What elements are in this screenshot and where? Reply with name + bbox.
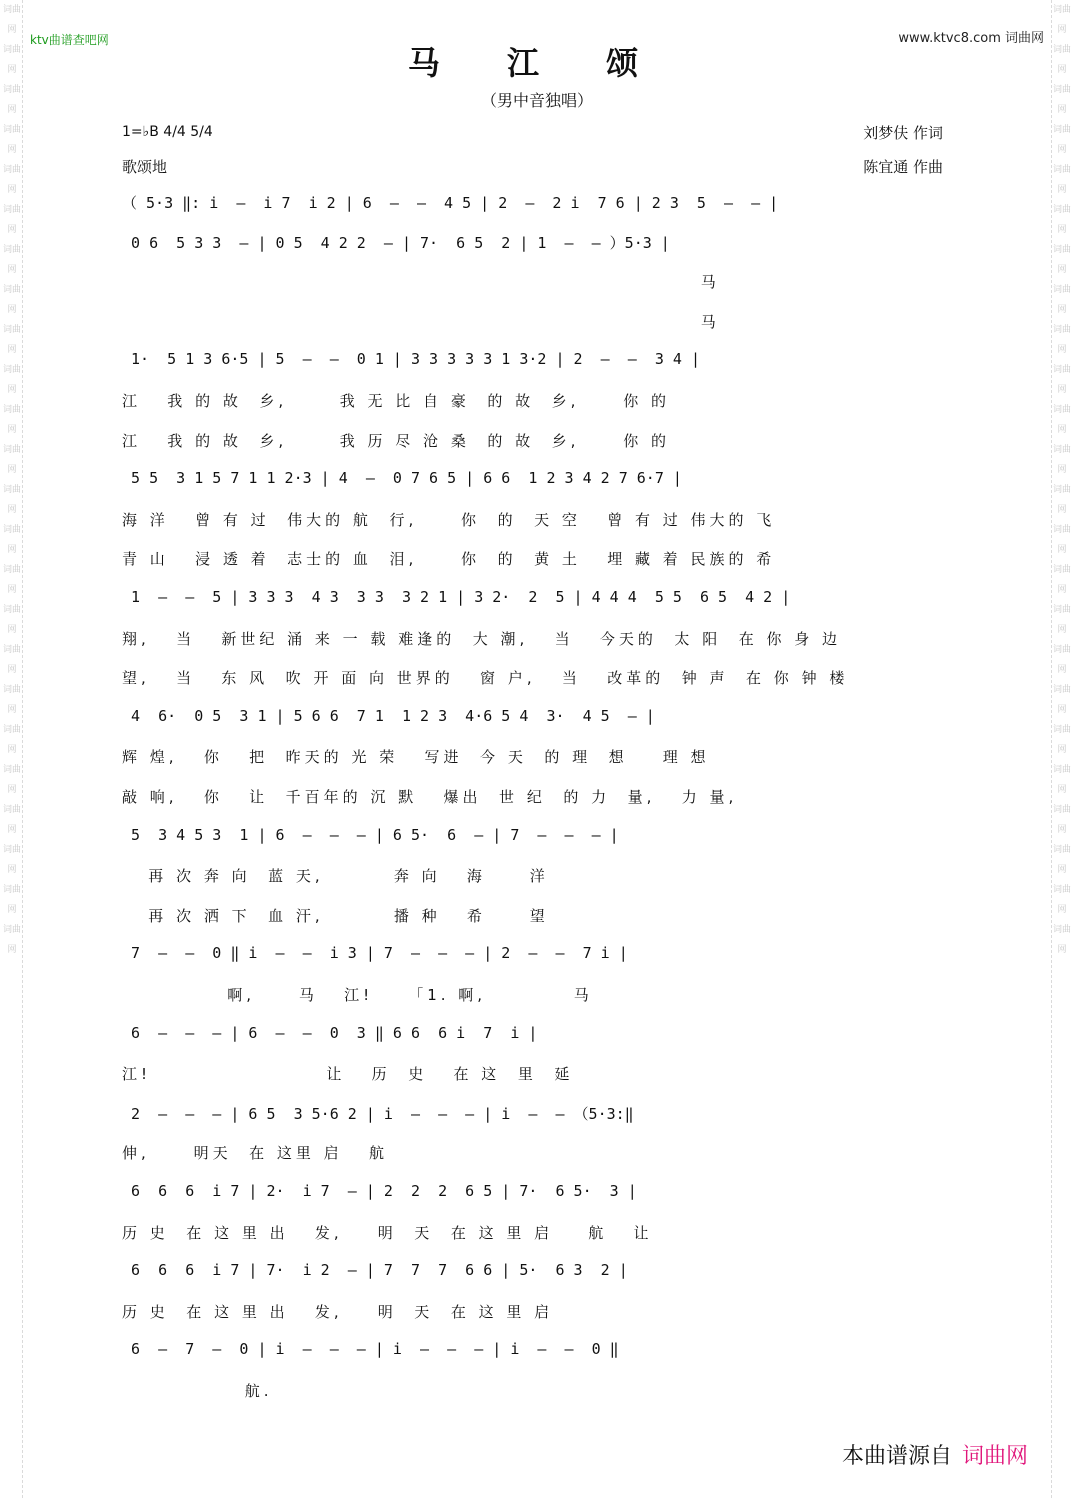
side-watermark-text: 词曲网	[2, 885, 21, 915]
side-watermark-text: 词曲网	[1052, 405, 1071, 435]
side-watermark-text: 词曲网	[1052, 245, 1071, 275]
notation-row: 1· 5 1 3 6·5 | 5 — — 0 1 | 3 3 3 3 3 1 3·2 | 2 — — 3 4 |	[122, 350, 700, 369]
side-watermark-text: 词曲网	[2, 605, 21, 635]
song-title: 马 江 颂	[407, 44, 667, 82]
side-watermark-text: 词曲网	[1052, 485, 1071, 515]
site-watermark-left[interactable]: ktv曲谱查吧网	[30, 33, 109, 47]
lyric-row: 再 次 奔 向 蓝 天, 奔 向 海 洋	[122, 867, 549, 886]
lyric-row: 青 山 浸 透 着 志士的 血 泪, 你 的 黄 土 埋 藏 着 民族的 希	[122, 550, 776, 569]
side-watermark-text: 词曲网	[1052, 5, 1071, 35]
lyric-row: 敲 响, 你 让 千百年的 沉 默 爆出 世 纪 的 力 量, 力 量,	[122, 788, 738, 806]
side-watermark-text: 词曲网	[2, 845, 21, 875]
side-watermark-text: 词曲网	[1052, 765, 1071, 795]
footer-prefix: 本曲谱源自	[841, 1444, 952, 1469]
side-watermark-text: 词曲网	[2, 565, 21, 595]
lyric-row: 翔, 当 新世纪 涌 来 一 载 难逢的 大 潮, 当 今天的 太 阳 在 你 身 边	[122, 629, 842, 648]
side-watermark-text: 词曲网	[2, 125, 21, 155]
side-watermark-text: 词曲网	[2, 285, 21, 315]
side-watermark-text: 词曲网	[2, 205, 21, 235]
side-watermark-text: 词曲网	[1052, 445, 1071, 475]
side-watermark-right	[1051, 0, 1072, 1498]
notation-row: 6 6 6 i 7 | 7· i 2 — | 7 7 7 6 6 | 5· 6 3 2 |	[122, 1261, 628, 1280]
side-watermark-text: 词曲网	[2, 445, 21, 475]
lyric-row: 历 史 在 这 里 出 发, 明 天 在 这 里 启	[122, 1302, 554, 1321]
lyric-row: 啊, 马 江! 「1. 啊, 马	[122, 986, 593, 1004]
side-watermark-text: 词曲网	[1052, 685, 1071, 715]
lyric-row: 再 次 洒 下 血 汗, 播 种 希 望	[122, 906, 549, 925]
side-watermark-text: 词曲网	[2, 365, 21, 395]
lyric-row: 航.	[122, 1382, 273, 1400]
side-watermark-text: 词曲网	[2, 405, 21, 435]
lyric-row: 历 史 在 这 里 出 发, 明 天 在 这 里 启 航 让	[122, 1223, 653, 1242]
side-watermark-text: 词曲网	[2, 645, 21, 675]
lyric-row: 江 我 的 故 乡, 我 历 尽 沧 桑 的 故 乡, 你 的	[122, 431, 671, 450]
side-watermark-text: 词曲网	[1052, 605, 1071, 635]
notation-row: 2 — — — | 6 5 3 5·6 2 | i — — — | i — — （5·3:‖	[122, 1104, 634, 1123]
lyric-row: 江 我 的 故 乡, 我 无 比 自 豪 的 故 乡, 你 的	[122, 392, 671, 410]
lyric-row: 望, 当 东 风 吹 开 面 向 世界的 窗 户, 当 改革的 钟 声 在 你 钟 楼	[122, 669, 849, 688]
side-watermark-text: 词曲网	[2, 45, 21, 75]
side-watermark-text: 词曲网	[1052, 525, 1071, 555]
side-watermark-text: 词曲网	[1052, 45, 1071, 75]
notation-row: 6 6 6 i 7 | 2· i 7 — | 2 2 2 6 5 | 7· 6 5· 3 |	[122, 1182, 637, 1200]
notation-row: 4 6· 0 5 3 1 | 5 6 6 7 1 1 2 3 4·6 5 4 3· 4 5 — |	[122, 706, 655, 725]
notation-row: 0 6 5 3 3 — | 0 5 4 2 2 — | 7· 6 5 2 | 1 — — ）5·3 |	[122, 233, 670, 252]
lyricist-credit: 刘梦伕 作词	[863, 124, 943, 142]
side-watermark-text: 词曲网	[1052, 925, 1071, 955]
side-watermark-text: 词曲网	[1052, 165, 1071, 195]
side-watermark-text: 词曲网	[1052, 125, 1071, 155]
notation-row: 5 3 4 5 3 1 | 6 — — — | 6 5· 6 — | 7 — — — |	[122, 825, 619, 844]
footer-brand-link[interactable]: 词曲网	[961, 1444, 1028, 1469]
notation-row: 7 — — 0 ‖ i — — i 3 | 7 — — — | 2 — — 7 i |	[122, 944, 628, 963]
lyric-row: 马	[122, 312, 720, 331]
side-watermark-text: 词曲网	[1052, 85, 1071, 115]
side-watermark-text: 词曲网	[1052, 365, 1071, 395]
tempo-marking: 歌颂地	[122, 158, 168, 176]
side-watermark-text: 词曲网	[1052, 205, 1071, 235]
side-watermark-text: 词曲网	[1052, 285, 1071, 315]
lyric-row: 辉 煌, 你 把 昨天的 光 荣 写进 今 天 的 理 想 理 想	[122, 748, 710, 767]
lyric-row: 江! 让 历 史 在 这 里 延	[122, 1065, 574, 1084]
notation-row: 6 — — — | 6 — — 0 3 ‖ 6 6 6 i 7 i |	[122, 1023, 538, 1042]
side-watermark-text: 词曲网	[2, 165, 21, 195]
notation-row: （ 5·3 ‖: i — i 7 i 2 | 6 — — 4 5 | 2 — 2 i 7 6 | 2 3 5 — — |	[122, 194, 779, 212]
notation-row: 6 — 7 — 0 | i — — — | i — — — | i — — 0 ‖	[122, 1340, 619, 1359]
side-watermark-text: 词曲网	[2, 5, 21, 35]
side-watermark-text: 词曲网	[1052, 565, 1071, 595]
side-watermark-text: 词曲网	[1052, 845, 1071, 875]
side-watermark-text: 词曲网	[2, 685, 21, 715]
side-watermark-text: 词曲网	[2, 925, 21, 955]
side-watermark-text: 词曲网	[1052, 805, 1071, 835]
lyric-row: 伸, 明天 在 这里 启 航	[122, 1144, 388, 1163]
lyric-row: 海 洋 曾 有 过 伟大的 航 行, 你 的 天 空 曾 有 过 伟大的 飞	[122, 510, 776, 529]
side-watermark-text: 词曲网	[2, 765, 21, 795]
source-footer	[842, 1439, 1028, 1470]
side-watermark-text: 词曲网	[2, 485, 21, 515]
side-watermark-left	[2, 0, 23, 1498]
side-watermark-text: 词曲网	[2, 245, 21, 275]
side-watermark-text: 词曲网	[1052, 645, 1071, 675]
key-signature: 1=♭B 4/4 5/4	[122, 124, 213, 140]
notation-row: 5 5 3 1 5 7 1 1 2·3 | 4 — 0 7 6 5 | 6 6 1 2 3 4 2 7 6·7 |	[122, 469, 682, 488]
composer-credit: 陈宜通 作曲	[863, 158, 943, 176]
lyric-row: 马	[122, 273, 720, 292]
song-subtitle: （男中音独唱）	[480, 91, 593, 110]
side-watermark-text: 词曲网	[2, 325, 21, 355]
side-watermark-text: 词曲网	[2, 805, 21, 835]
side-watermark-text: 词曲网	[1052, 885, 1071, 915]
side-watermark-text: 词曲网	[1052, 325, 1071, 355]
notation-row: 1 — — 5 | 3 3 3 4 3 3 3 3 2 1 | 3 2· 2 5 | 4 4 4 5 5 6 5 4 2 |	[122, 588, 791, 606]
side-watermark-text: 词曲网	[2, 525, 21, 555]
side-watermark-text: 词曲网	[2, 725, 21, 755]
side-watermark-text: 词曲网	[2, 85, 21, 115]
site-watermark-right[interactable]: www.ktvc8.com 词曲网	[898, 31, 1044, 46]
side-watermark-text: 词曲网	[1052, 725, 1071, 755]
